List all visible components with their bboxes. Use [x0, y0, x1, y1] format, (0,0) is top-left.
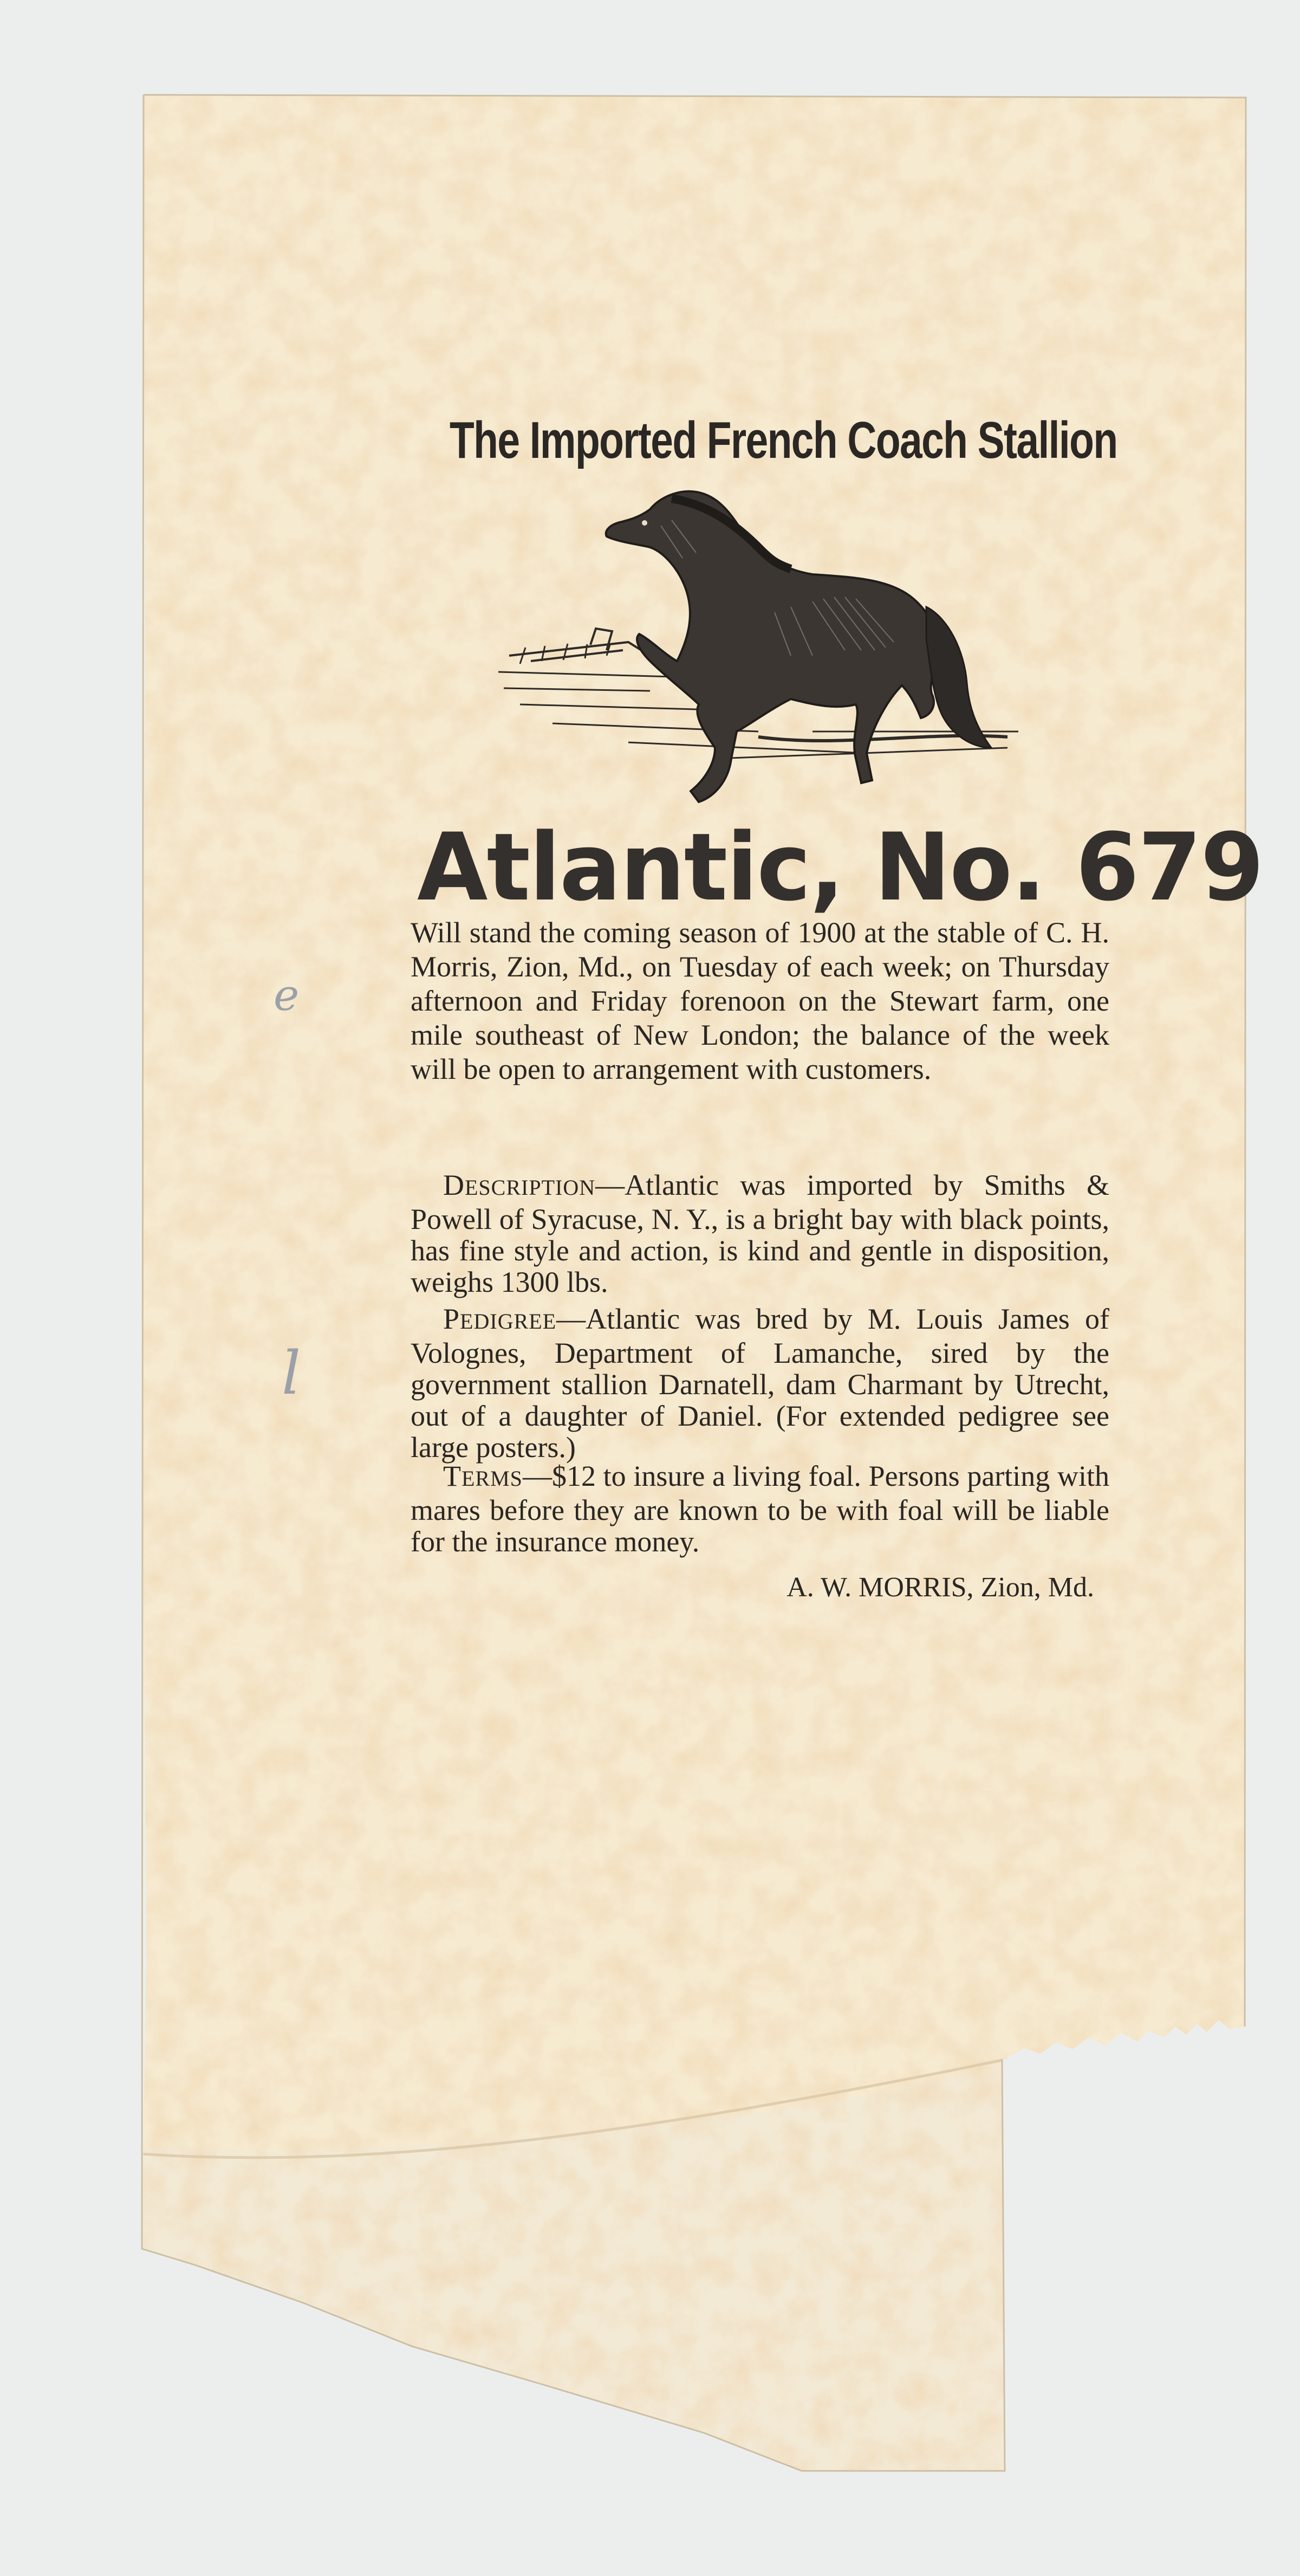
terms-label: TERMS — [443, 1460, 523, 1492]
stallion-title: Atlantic, No. 679 — [417, 813, 1263, 922]
terms-text: —$12 to insure a living foal. Persons parting with mares before they are known to be with foal will be liable for the insurance money. — [411, 1460, 1109, 1558]
intro-paragraph: Will stand the coming season of 1900 at the stable of C. H. Morris, Zion, Md., on Tuesday of each week; on Thursday afternoon and Friday forenoon on the Stewart farm, one mile southeast of New London; the balance of the week will be open to arrangement with customers. — [411, 916, 1109, 1085]
poster-heading: The Imported French Coach Stallion — [450, 411, 1117, 469]
pedigree-paragraph — [411, 1303, 1109, 1463]
terms-paragraph — [411, 1460, 1109, 1557]
pencil-mark-e: e — [274, 970, 300, 1020]
pedigree-label: PEDIGREE — [443, 1303, 557, 1335]
description-text: —Atlantic was imported by Smiths & Powell of Syracuse, N. Y., is a bright bay with black points, has fine style and action, is kind and gentle in disposition, weighs 1300 lbs. — [411, 1169, 1109, 1298]
signature-line: A. W. MORRIS, Zion, Md. — [786, 1572, 1094, 1603]
description-label: DESCRIPTION — [443, 1169, 596, 1201]
horse-illustration — [487, 477, 1062, 824]
pedigree-text: —Atlantic was bred by M. Louis James of Volognes, Department of Lamanche, sired by the government stallion Darnatell, dam Charmant by Utrecht, out of a daughter of Daniel. (For extended pedigree see large posters.) — [411, 1303, 1109, 1464]
description-paragraph — [411, 1169, 1109, 1298]
pencil-mark-l: l — [282, 1338, 301, 1408]
